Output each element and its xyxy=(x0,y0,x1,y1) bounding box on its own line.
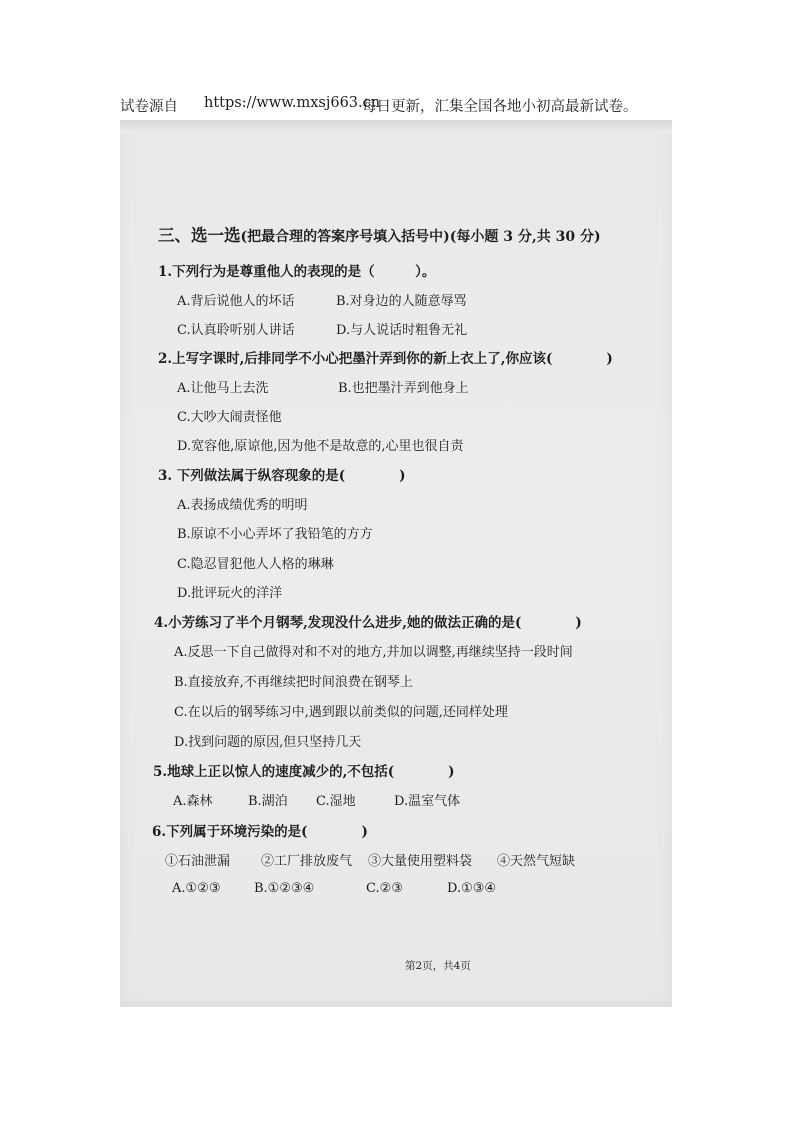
q1-option-a: A.背后说他人的坏话 xyxy=(177,294,295,309)
question-1-stem: 1.下列行为是尊重他人的表现的是（ ）。 xyxy=(158,264,436,280)
question-5-stem: 5.地球上正以惊人的速度减少的,不包括( ) xyxy=(153,764,455,780)
question-2-stem: 2.上写字课时,后排同学不小心把墨汁弄到你的新上衣上了,你应该( ) xyxy=(158,351,613,367)
q2-option-a: A.让他马上去洗 xyxy=(177,381,269,396)
question-3-stem: 3. 下列做法属于纵容现象的是( ) xyxy=(158,468,406,484)
question-4-stem: 4.小芳练习了半个月钢琴,发现没什么进步,她的做法正确的是( ) xyxy=(154,615,582,631)
paper-top-edge xyxy=(120,120,672,134)
q6-option-a: A.①②③ xyxy=(172,881,221,896)
q6-option-d: D.①③④ xyxy=(447,881,497,896)
q5-option-b: B.湖泊 xyxy=(248,794,288,809)
q4-option-c: C.在以后的钢琴练习中,遇到跟以前类似的问题,还同样处理 xyxy=(174,705,508,720)
q6-option-c: C.②③ xyxy=(366,881,403,896)
q6-option-b: B.①②③④ xyxy=(254,881,315,896)
header-source: 试卷源自 xyxy=(120,99,178,115)
q6-item-4: ④天然气短缺 xyxy=(497,854,576,869)
q2-option-d: D.宽容他,原谅他,因为他不是故意的,心里也很自责 xyxy=(177,439,464,454)
q1-option-b: B.对身边的人随意辱骂 xyxy=(336,294,467,309)
q6-item-2: ②工厂排放废气 xyxy=(261,854,353,869)
section-heading: 三、选一选 xyxy=(158,226,241,245)
q2-option-b: B.也把墨汁弄到他身上 xyxy=(338,381,469,396)
q3-option-a: A.表扬成绩优秀的明明 xyxy=(177,498,308,513)
q6-item-1: ①石油泄漏 xyxy=(165,854,231,869)
q5-option-d: D.温室气体 xyxy=(394,794,461,809)
q5-option-a: A.森林 xyxy=(173,794,213,809)
header-url[interactable]: https://www.mxsj663.cn xyxy=(204,95,381,111)
section-note: (把最合理的答案序号填入括号中)(每小题 3 分,共 30 分) xyxy=(240,229,601,245)
q3-option-c: C.隐忍冒犯他人人格的琳琳 xyxy=(177,557,334,572)
q6-item-3: ③大量使用塑料袋 xyxy=(368,854,473,869)
header-slogan: 每日更新，汇集全国各地小初高最新试卷。 xyxy=(362,99,638,115)
q4-option-a: A.反思一下自己做得对和不对的地方,并加以调整,再继续坚持一段时间 xyxy=(174,645,573,660)
q3-option-d: D.批评玩火的洋洋 xyxy=(177,586,283,601)
page-header xyxy=(0,95,794,117)
q4-option-d: D.找到问题的原因,但只坚持几天 xyxy=(174,735,362,750)
section-title xyxy=(158,222,601,246)
q3-option-b: B.原谅不小心弄坏了我铅笔的方方 xyxy=(177,527,373,542)
q1-option-d: D.与人说话时粗鲁无礼 xyxy=(336,323,468,338)
q2-option-c: C.大吵大闹责怪他 xyxy=(177,410,282,425)
q1-option-c: C.认真聆听别人讲话 xyxy=(177,323,295,338)
q4-option-b: B.直接放弃,不再继续把时间浪费在钢琴上 xyxy=(174,675,413,690)
page-number: 第2页，共4页 xyxy=(405,960,471,972)
question-6-stem: 6.下列属于环境污染的是( ) xyxy=(152,824,368,840)
q5-option-c: C.湿地 xyxy=(316,794,356,809)
